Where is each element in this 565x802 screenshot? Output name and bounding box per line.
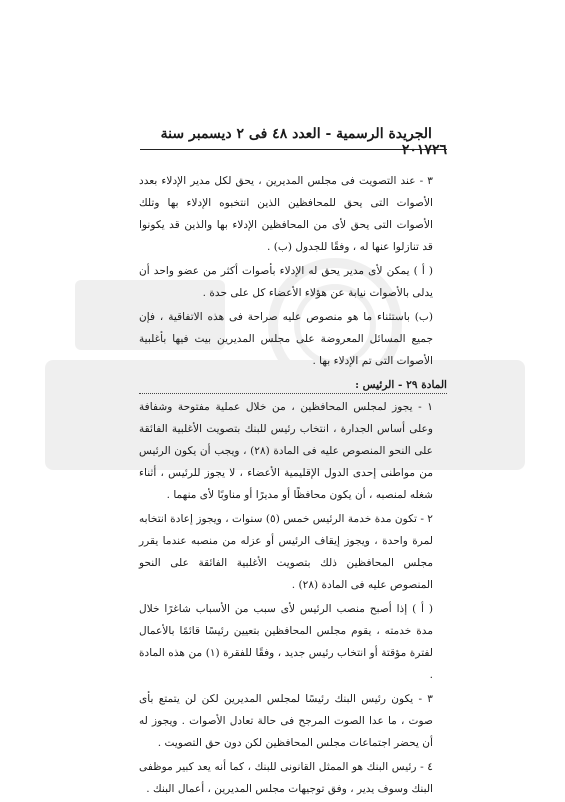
page-header (140, 126, 447, 158)
paragraph-voting: ٣ - عند التصويت فى مجلس المديرين ، يحق لكل مدير الإدلاء بعدد الأصوات التى يحق للمحافظين الذين انتخبوه الإدلاء بها وتلك الأصوات التى يحق لأى من المحافظين الإدلاء بها والذين قد يكونوا قد تنازلوا عنها له ، وفقًا للجدول (ب) . (139, 175, 433, 253)
article-paragraph-1: ١ - يجوز لمجلس المحافظين ، من خلال عملية مفتوحة وشفافة وعلى أساس الجدارة ، انتخاب رئيس للبنك بتصويت الأغلبية الفائقة على النحو المنصوص عليه فى المادة (٢٨) ، ويجب أن يكون الرئيس من مواطنى إحدى الدول الإقليمية الأعضاء ، لا يجوز للرئيس ، أثناء شغله لمنصبه ، أن يكون محافظًا أو مديرًا أو مناوبًا لأى منهما . (139, 401, 433, 501)
article-paragraph-3: ٣ - يكون رئيس البنك رئيسًا لمجلس المديرين لكن لن يتمتع بأى صوت ، ما عدا الصوت المرجح فى حالة تعادل الأصوات . ويجوز له أن يحضر اجتماعات مجلس المحافظين لكن دون حق التصويت . (139, 693, 433, 749)
article-title-underline (139, 393, 447, 394)
paragraph-voting-b: (ب) باستثناء ما هو منصوص عليه صراحة فى هذه الاتفاقية ، فإن جميع المسائل المعروضة على مجلس المديرين بيت فيها بأغلبية الأصوات التى تم الإدلاء بها . (139, 311, 433, 367)
article-29-title (139, 374, 447, 394)
header-page-number: ٢٦ (431, 142, 447, 158)
document-body (139, 170, 447, 802)
article-title-text: المادة ٢٩ - الرئيس : (355, 379, 447, 391)
article-paragraph-2a: ( أ ) إذا أصبح منصب الرئيس لأى سبب من الأسباب شاغرًا خلال مدة خدمته ، يقوم مجلس المحافظين بتعيين رئيسًا قائمًا بالأعمال لفترة مؤقتة أو انتخاب رئيس جديد ، وفقًا للفقرة (١) من هذه المادة . (139, 603, 433, 681)
header-divider (140, 149, 447, 150)
article-paragraph-2: ٢ - تكون مدة خدمة الرئيس خمس (٥) سنوات ، ويجوز إعادة انتخابه لمرة واحدة ، ويجوز إيقاف الرئيس أو عزله من منصبه عندما يقرر مجلس المحافظين ذلك بتصويت الأغلبية الفائقة على النحو المنصوص عليه فى المادة (٢٨) . (139, 513, 433, 591)
paragraph-voting-a: ( أ ) يمكن لأى مدير يحق له الإدلاء بأصوات أكثر من عضو واحد أن يدلى بالأصوات نيابة عن هؤلاء الأعضاء كل على حدة . (139, 265, 433, 299)
header-publication-title: الجريدة الرسمية - العدد ٤٨ فى ٢ ديسمبر سنة ٢٠١٧ (160, 126, 432, 158)
article-paragraph-4: ٤ - رئيس البنك هو الممثل القانونى للبنك ، كما أنه يعد كبير موظفى البنك وسوف يدير ، وفق توجيهات مجلس المديرين ، أعمال البنك . (139, 761, 433, 795)
